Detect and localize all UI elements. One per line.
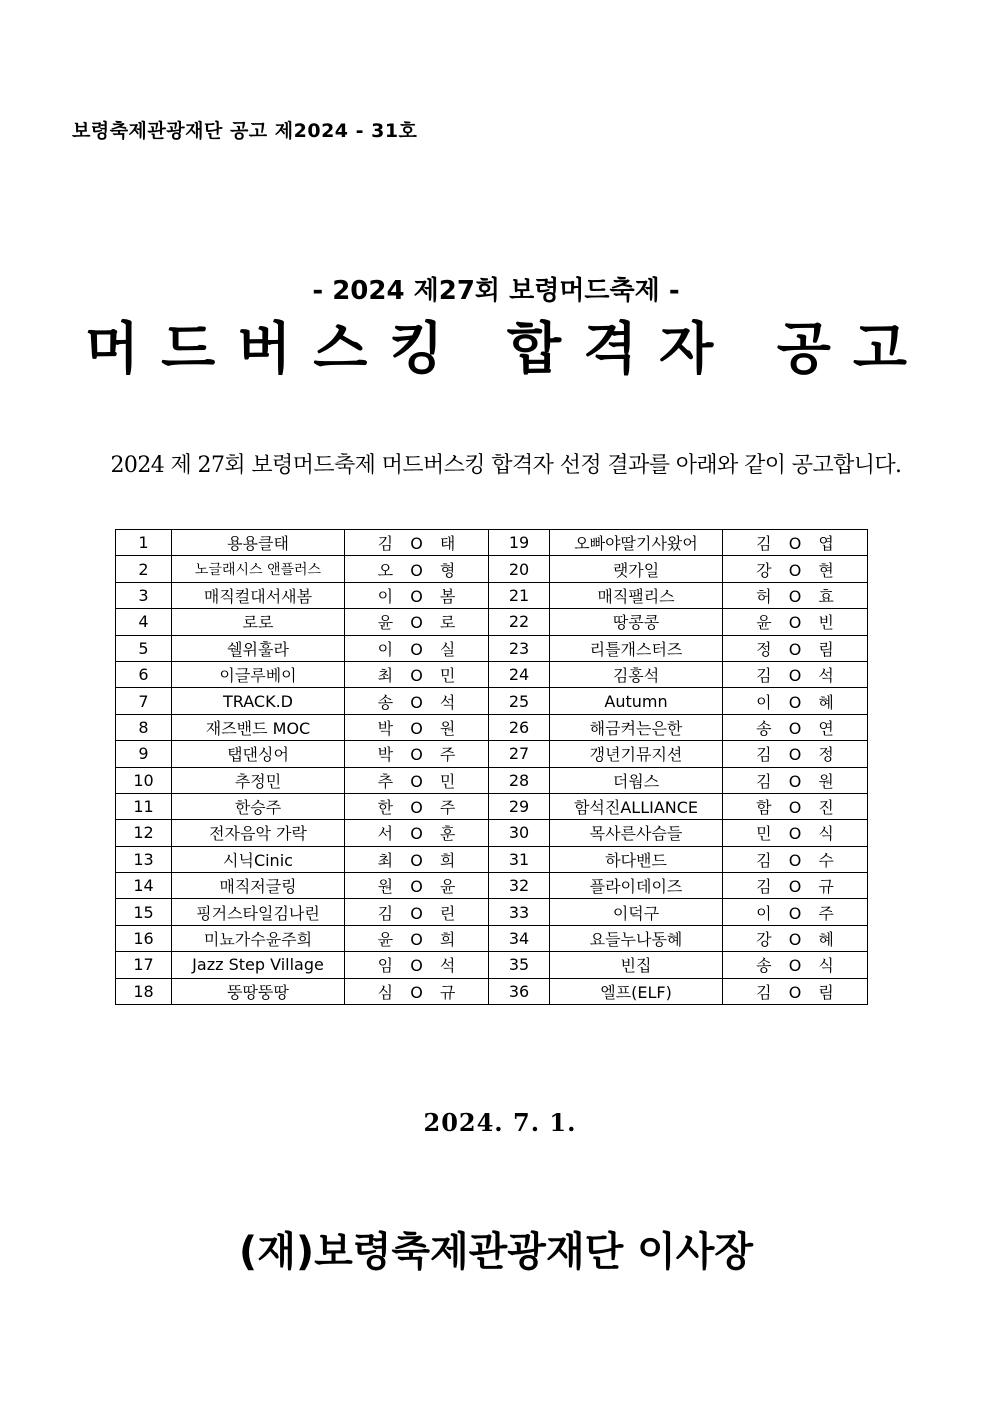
table-row [116,820,868,846]
row-number: 12 [116,820,172,846]
row-number: 24 [489,661,550,687]
team-name: 핑거스타일김나린 [172,899,345,925]
representative-name: 강 O 혜 [723,925,868,951]
row-number: 2 [116,556,172,582]
table-row [116,635,868,661]
team-name: 하다밴드 [550,846,723,872]
representative-name: 박 O 원 [345,714,489,740]
team-name: 용용클태 [172,530,345,556]
table-row [116,793,868,819]
representative-name: 최 O 희 [345,846,489,872]
row-number: 25 [489,688,550,714]
representative-name: 윤 O 로 [345,609,489,635]
row-number: 7 [116,688,172,714]
row-number: 8 [116,714,172,740]
representative-name: 김 O 석 [723,661,868,687]
row-number: 32 [489,873,550,899]
row-number: 13 [116,846,172,872]
row-number: 5 [116,635,172,661]
representative-name: 송 O 식 [723,952,868,978]
team-name: 로로 [172,609,345,635]
representative-name: 함 O 진 [723,793,868,819]
team-name: 함석진ALLIANCE [550,793,723,819]
intro-text: 2024 제 27회 보령머드축제 머드버스킹 합격자 선정 결과를 아래와 같이 공고합니다. [110,453,902,478]
row-number: 18 [116,978,172,1004]
table-row [116,846,868,872]
representative-name: 박 O 주 [345,741,489,767]
row-number: 17 [116,952,172,978]
team-name: 재즈밴드 MOC [172,714,345,740]
row-number: 29 [489,793,550,819]
table-row [116,978,868,1004]
representative-name: 송 O 석 [345,688,489,714]
row-number: 11 [116,793,172,819]
representative-name: 허 O 효 [723,582,868,608]
festival-subtitle: - 2024 제27회 보령머드축제 - [312,276,680,306]
representative-name: 임 O 석 [345,952,489,978]
representative-name: 정 O 림 [723,635,868,661]
team-name: 김홍석 [550,661,723,687]
representative-name: 한 O 주 [345,793,489,819]
team-name: 전자음악 가락 [172,820,345,846]
team-name: 이덕구 [550,899,723,925]
notice-date: 2024. 7. 1. [423,1108,577,1137]
table-row [116,688,868,714]
representative-name: 김 O 원 [723,767,868,793]
team-name: 노글래시스 앤플러스 [172,556,345,582]
table-row [116,899,868,925]
row-number: 23 [489,635,550,661]
table-row [116,582,868,608]
table-row [116,556,868,582]
representative-name: 김 O 림 [723,978,868,1004]
row-number: 9 [116,741,172,767]
team-name: 오빠야딸기사왔어 [550,530,723,556]
representative-name: 민 O 식 [723,820,868,846]
team-name: 빈집 [550,952,723,978]
representative-name: 서 O 훈 [345,820,489,846]
representative-name: 심 O 규 [345,978,489,1004]
representative-name: 윤 O 희 [345,925,489,951]
row-number: 19 [489,530,550,556]
row-number: 4 [116,609,172,635]
representative-name: 송 O 연 [723,714,868,740]
row-number: 33 [489,899,550,925]
representative-name: 김 O 태 [345,530,489,556]
row-number: 27 [489,741,550,767]
row-number: 16 [116,925,172,951]
team-name: 엘프(ELF) [550,978,723,1004]
team-name: 탭댄싱어 [172,741,345,767]
row-number: 31 [489,846,550,872]
row-number: 14 [116,873,172,899]
team-name: Autumn [550,688,723,714]
team-name: 요들누나동혜 [550,925,723,951]
representative-name: 김 O 정 [723,741,868,767]
table-row [116,952,868,978]
row-number: 35 [489,952,550,978]
row-number: 26 [489,714,550,740]
team-name: 시닉Cinic [172,846,345,872]
row-number: 30 [489,820,550,846]
document-number: 보령축제관광재단 공고 제2024 - 31호 [72,120,418,142]
row-number: 36 [489,978,550,1004]
table-row [116,530,868,556]
table-row [116,609,868,635]
representative-name: 강 O 현 [723,556,868,582]
representative-name: 이 O 실 [345,635,489,661]
row-number: 21 [489,582,550,608]
team-name: TRACK.D [172,688,345,714]
team-name: 해금켜는은한 [550,714,723,740]
row-number: 6 [116,661,172,687]
row-number: 28 [489,767,550,793]
results-table [115,529,868,1005]
team-name: 매직컬대서새봄 [172,582,345,608]
row-number: 10 [116,767,172,793]
team-name: 매직저글링 [172,873,345,899]
team-name: 뚱땅뚱땅 [172,978,345,1004]
team-name: 갱년기뮤지션 [550,741,723,767]
row-number: 3 [116,582,172,608]
row-number: 34 [489,925,550,951]
team-name: 한승주 [172,793,345,819]
row-number: 22 [489,609,550,635]
representative-name: 윤 O 빈 [723,609,868,635]
team-name: Jazz Step Village [172,952,345,978]
table-row [116,767,868,793]
team-name: 리틀개스터즈 [550,635,723,661]
table-row [116,714,868,740]
team-name: 미뇨가수윤주희 [172,925,345,951]
representative-name: 김 O 엽 [723,530,868,556]
representative-name: 이 O 주 [723,899,868,925]
representative-name: 김 O 규 [723,873,868,899]
team-name: 랫가일 [550,556,723,582]
table-row [116,925,868,951]
representative-name: 최 O 민 [345,661,489,687]
row-number: 20 [489,556,550,582]
team-name: 땅콩콩 [550,609,723,635]
page-title: 머드버스킹 합격자 공고 [85,317,929,382]
team-name: 더웜스 [550,767,723,793]
table-row [116,741,868,767]
representative-name: 이 O 봄 [345,582,489,608]
representative-name: 이 O 혜 [723,688,868,714]
team-name: 플라이데이즈 [550,873,723,899]
team-name: 매직팰리스 [550,582,723,608]
representative-name: 김 O 린 [345,899,489,925]
row-number: 15 [116,899,172,925]
representative-name: 추 O 민 [345,767,489,793]
table-row [116,873,868,899]
row-number: 1 [116,530,172,556]
issuer-signature: (재)보령축제관광재단 이사장 [238,1229,754,1275]
representative-name: 원 O 윤 [345,873,489,899]
representative-name: 김 O 수 [723,846,868,872]
table-row [116,661,868,687]
team-name: 이글루베이 [172,661,345,687]
team-name: 쉘위훌라 [172,635,345,661]
team-name: 목사른사슴들 [550,820,723,846]
representative-name: 오 O 형 [345,556,489,582]
team-name: 추정민 [172,767,345,793]
